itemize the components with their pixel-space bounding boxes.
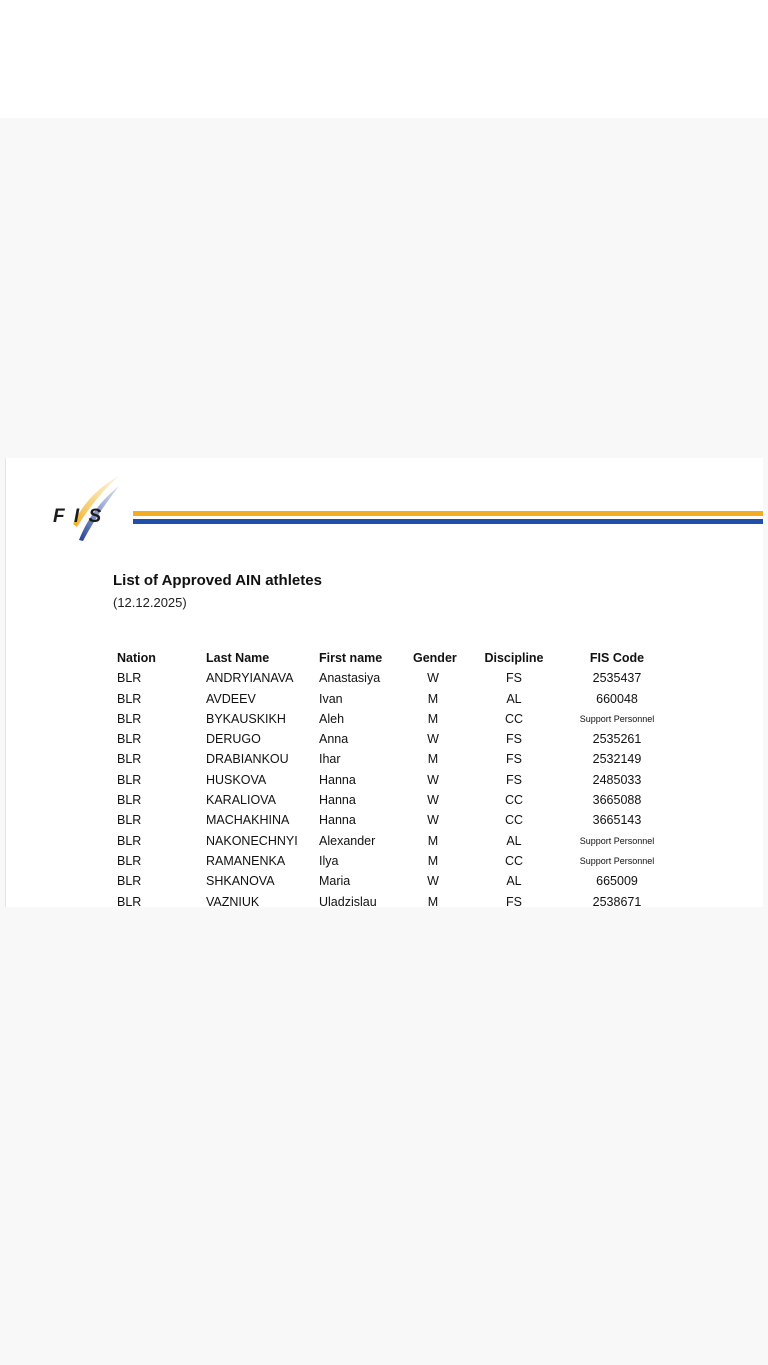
- cell-gender: W: [427, 813, 439, 828]
- cell-first-name: Anastasiya: [319, 671, 381, 686]
- cell-discipline: CC: [504, 793, 524, 808]
- cell-discipline: FS: [506, 772, 522, 787]
- table-header-row: [117, 648, 677, 668]
- cell-nation: BLR: [117, 772, 142, 787]
- cell-gender: W: [427, 793, 439, 808]
- cell-fis-code: Support Personnel: [579, 835, 655, 846]
- table-row: [117, 770, 677, 790]
- cell-first-name: Hanna: [319, 813, 356, 828]
- cell-discipline: AL: [506, 691, 522, 706]
- table-row: [117, 790, 677, 810]
- cell-nation: BLR: [117, 752, 142, 767]
- cell-last-name: ANDRYIANAVA: [206, 671, 294, 686]
- cell-first-name: Ivan: [319, 691, 343, 706]
- cell-first-name: Uladzislau: [319, 894, 377, 907]
- cell-discipline: FS: [506, 671, 522, 686]
- header-first-name: First name: [319, 651, 383, 665]
- cell-last-name: VAZNIUK: [206, 894, 260, 907]
- cell-last-name: RAMANENKA: [206, 853, 286, 868]
- cell-fis-code: 2535261: [592, 732, 642, 747]
- cell-discipline: CC: [504, 813, 524, 828]
- cell-gender: M: [427, 711, 439, 726]
- header-fis-code: FIS Code: [589, 651, 645, 665]
- table-row: [117, 831, 677, 851]
- athletes-table: [117, 648, 677, 907]
- table-row: [117, 709, 677, 729]
- cell-discipline: CC: [504, 711, 524, 726]
- cell-discipline: CC: [504, 853, 524, 868]
- cell-last-name: NAKONECHNYI: [206, 833, 298, 848]
- cell-last-name: MACHAKHINA: [206, 813, 290, 828]
- cell-nation: BLR: [117, 732, 142, 747]
- cell-last-name: SHKANOVA: [206, 874, 275, 889]
- cell-nation: BLR: [117, 711, 142, 726]
- cell-gender: M: [427, 894, 439, 907]
- cell-fis-code: 2535437: [592, 671, 642, 686]
- cell-gender: M: [427, 833, 439, 848]
- header-gender: Gender: [413, 651, 457, 665]
- cell-first-name: Maria: [319, 874, 351, 889]
- cell-gender: W: [427, 732, 439, 747]
- cell-nation: BLR: [117, 813, 142, 828]
- document-page: [5, 458, 763, 907]
- cell-fis-code: 3665143: [592, 813, 642, 828]
- cell-nation: BLR: [117, 874, 142, 889]
- cell-nation: BLR: [117, 894, 142, 907]
- table-row: [117, 668, 677, 688]
- cell-fis-code: Support Personnel: [579, 713, 655, 724]
- cell-discipline: FS: [506, 752, 522, 767]
- cell-last-name: DRABIANKOU: [206, 752, 289, 767]
- header-discipline: Discipline: [484, 651, 544, 665]
- cell-last-name: KARALIOVA: [206, 793, 276, 808]
- cell-fis-code: 660048: [596, 691, 638, 706]
- cell-nation: BLR: [117, 691, 142, 706]
- cell-first-name: Ilya: [319, 853, 339, 868]
- cell-last-name: HUSKOVA: [206, 772, 267, 787]
- cell-first-name: Hanna: [319, 793, 356, 808]
- cell-gender: M: [427, 752, 439, 767]
- cell-gender: W: [427, 874, 439, 889]
- cell-first-name: Hanna: [319, 772, 356, 787]
- header-nation: Nation: [117, 651, 156, 665]
- cell-nation: BLR: [117, 671, 142, 686]
- cell-discipline: AL: [506, 833, 522, 848]
- page-edge: [5, 458, 6, 907]
- cell-first-name: Anna: [319, 732, 349, 747]
- table-row: [117, 749, 677, 769]
- yellow-stripe: [133, 511, 763, 516]
- cell-fis-code: 665009: [596, 874, 638, 889]
- cell-gender: W: [427, 671, 439, 686]
- top-background: [0, 0, 768, 118]
- cell-last-name: AVDEEV: [206, 691, 256, 706]
- table-row: [117, 689, 677, 709]
- cell-fis-code: 2532149: [592, 752, 642, 767]
- cell-gender: M: [427, 691, 439, 706]
- table-row: [117, 892, 677, 907]
- table-row: [117, 851, 677, 871]
- cell-discipline: FS: [506, 894, 522, 907]
- cell-nation: BLR: [117, 853, 142, 868]
- document-date: (12.12.2025): [113, 595, 187, 610]
- cell-gender: W: [427, 772, 439, 787]
- cell-nation: BLR: [117, 793, 142, 808]
- blue-stripe: [133, 519, 763, 524]
- cell-first-name: Aleh: [319, 711, 345, 726]
- cell-fis-code: 2538671: [592, 894, 642, 907]
- table-row: [117, 810, 677, 830]
- cell-last-name: BYKAUSKIKH: [206, 711, 286, 726]
- cell-discipline: AL: [506, 874, 522, 889]
- cell-last-name: DERUGO: [206, 732, 261, 747]
- table-row: [117, 871, 677, 891]
- cell-gender: M: [427, 853, 439, 868]
- table-row: [117, 729, 677, 749]
- cell-first-name: Ihar: [319, 752, 341, 767]
- header-last-name: Last Name: [206, 651, 270, 665]
- cell-nation: BLR: [117, 833, 142, 848]
- cell-fis-code: 3665088: [592, 793, 642, 808]
- document-title: List of Approved AIN athletes: [113, 572, 322, 589]
- cell-first-name: Alexander: [319, 833, 376, 848]
- cell-fis-code: 2485033: [592, 772, 642, 787]
- cell-discipline: FS: [506, 732, 522, 747]
- cell-fis-code: Support Personnel: [579, 855, 655, 866]
- logo-text: F I S: [53, 506, 104, 527]
